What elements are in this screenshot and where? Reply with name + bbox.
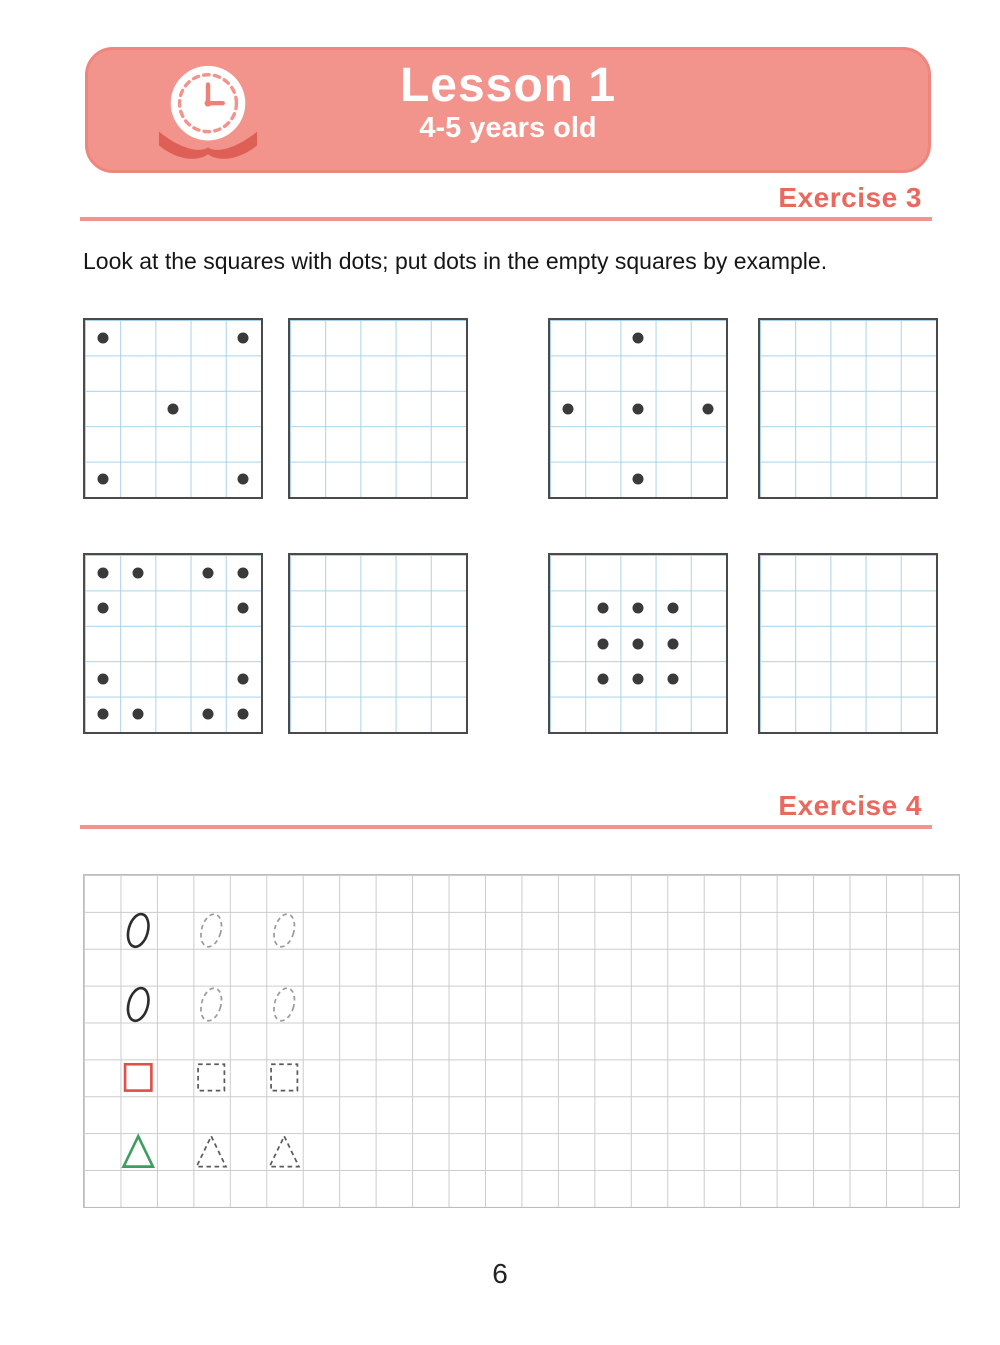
- dot: [97, 673, 108, 684]
- dot: [668, 673, 679, 684]
- oval-dashed-shape: [193, 912, 229, 949]
- triangle-dashed-shape: [266, 1133, 302, 1170]
- practice-grid: [83, 874, 960, 1208]
- dot: [203, 709, 214, 720]
- dot-grid-pattern-2: [548, 318, 728, 499]
- dot: [703, 403, 714, 414]
- dot: [238, 474, 249, 485]
- square-dashed-shape: [193, 1059, 229, 1096]
- dot: [238, 603, 249, 614]
- dot: [633, 603, 644, 614]
- clock-book-icon: [148, 61, 268, 165]
- oval-solid-shape: [120, 912, 156, 949]
- dot: [238, 567, 249, 578]
- dot-grid-answer-2: [758, 318, 938, 499]
- dot: [597, 603, 608, 614]
- lesson-banner: [85, 47, 931, 173]
- dot: [132, 709, 143, 720]
- dot-grid-answer-4: [758, 553, 938, 734]
- dot: [633, 332, 644, 343]
- square-solid-shape: [120, 1059, 156, 1096]
- dot: [238, 673, 249, 684]
- dot: [668, 603, 679, 614]
- oval-dashed-shape: [266, 986, 302, 1023]
- oval-solid-shape: [120, 986, 156, 1023]
- square-dashed-shape: [266, 1059, 302, 1096]
- dot: [562, 403, 573, 414]
- dot-grid-pattern-4: [548, 553, 728, 734]
- dot: [668, 638, 679, 649]
- dot: [132, 567, 143, 578]
- dot: [97, 709, 108, 720]
- oval-dashed-shape: [266, 912, 302, 949]
- dot-grid-answer-1: [288, 318, 468, 499]
- lesson-title: Lesson 1: [399, 59, 617, 112]
- page-number: 6: [492, 1258, 508, 1289]
- dot: [633, 474, 644, 485]
- dot: [238, 332, 249, 343]
- lesson-age-subtitle: 4-5 years old: [419, 112, 597, 145]
- oval-dashed-shape: [193, 986, 229, 1023]
- dot: [97, 332, 108, 343]
- dot-grid-pattern-3: [83, 553, 263, 734]
- exercise-3-heading: Exercise 3: [778, 182, 922, 213]
- exercise-4-heading: Exercise 4: [778, 790, 922, 821]
- dot: [597, 673, 608, 684]
- dot: [633, 403, 644, 414]
- dot: [203, 567, 214, 578]
- exercise-4-rule: [80, 790, 932, 829]
- dot: [97, 603, 108, 614]
- dot: [238, 709, 249, 720]
- dot-grid-pattern-1: [83, 318, 263, 499]
- triangle-solid-shape: [120, 1133, 156, 1170]
- dot: [168, 403, 179, 414]
- dot: [97, 474, 108, 485]
- dot-grid-answer-3: [288, 553, 468, 734]
- dot: [597, 638, 608, 649]
- dot: [633, 673, 644, 684]
- dot: [97, 567, 108, 578]
- exercise-3-instruction: Look at the squares with dots; put dots in the empty squares by example.: [83, 248, 828, 274]
- dot: [633, 638, 644, 649]
- exercise-3-rule: [80, 182, 932, 221]
- triangle-dashed-shape: [193, 1133, 229, 1170]
